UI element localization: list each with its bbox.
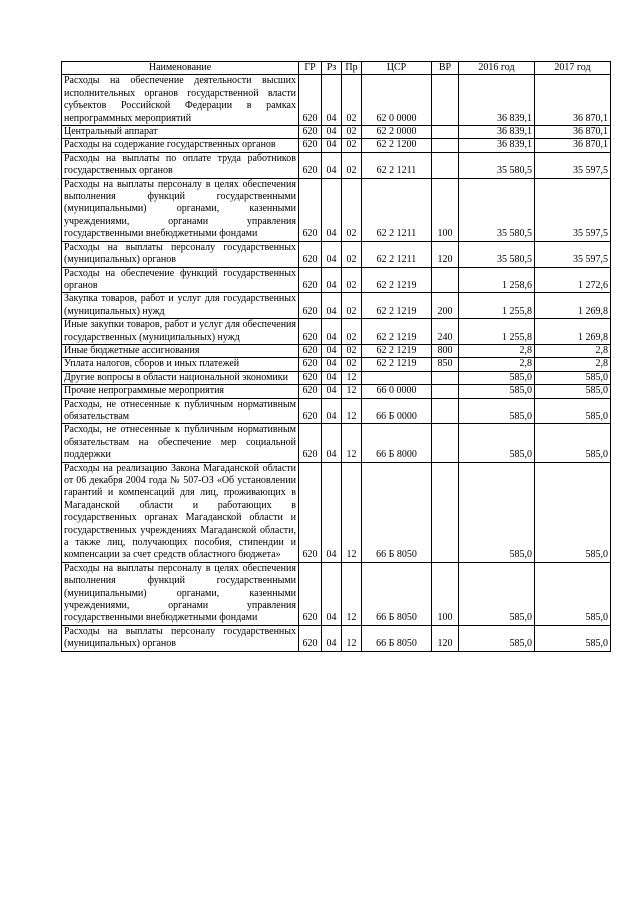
row-2017-cell: 585,0 [535, 371, 611, 384]
row-vr-cell: 100 [432, 178, 459, 241]
row-vr-cell [432, 126, 459, 139]
row-rz-cell: 04 [322, 398, 342, 424]
row-csr-cell: 62 2 1200 [362, 139, 432, 152]
row-2016-cell: 585,0 [459, 562, 535, 625]
row-name-cell: Расходы на содержание государственных органов [62, 139, 299, 152]
row-csr-cell: 66 Б 8050 [362, 625, 432, 651]
row-vr-cell [432, 152, 459, 178]
row-csr-cell: 66 Б 8000 [362, 424, 432, 462]
row-pr-cell: 02 [342, 75, 362, 126]
row-pr-cell: 12 [342, 424, 362, 462]
row-csr-cell: 66 Б 0000 [362, 398, 432, 424]
table-row [62, 462, 611, 562]
row-2017-cell: 585,0 [535, 385, 611, 398]
row-pr-cell: 02 [342, 126, 362, 139]
table-row [62, 267, 611, 293]
row-gr-cell: 620 [299, 178, 322, 241]
table-row [62, 126, 611, 139]
row-2016-cell: 2,8 [459, 344, 535, 357]
row-vr-cell: 850 [432, 358, 459, 371]
row-rz-cell: 04 [322, 344, 342, 357]
row-csr-cell: 62 2 1219 [362, 293, 432, 319]
row-name-cell: Центральный аппарат [62, 126, 299, 139]
row-name-cell: Расходы на выплаты персоналу в целях обеспечения выполнения функций государственными (муниципальными) органами, казенными учреждениями, органами управления государственными внебюджетными фондами [62, 562, 299, 625]
row-2017-cell: 2,8 [535, 344, 611, 357]
row-csr-cell: 66 0 0000 [362, 385, 432, 398]
row-rz-cell: 04 [322, 625, 342, 651]
row-2016-cell: 2,8 [459, 358, 535, 371]
row-gr-cell: 620 [299, 462, 322, 562]
row-gr-cell: 620 [299, 152, 322, 178]
row-name-cell: Уплата налогов, сборов и иных платежей [62, 358, 299, 371]
row-gr-cell: 620 [299, 625, 322, 651]
row-gr-cell: 620 [299, 75, 322, 126]
row-vr-cell [432, 398, 459, 424]
row-name-cell: Расходы на выплаты персоналу государственных (муниципальных) органов [62, 625, 299, 651]
row-2017-cell: 35 597,5 [535, 152, 611, 178]
row-gr-cell: 620 [299, 358, 322, 371]
row-rz-cell: 04 [322, 75, 342, 126]
row-rz-cell: 04 [322, 319, 342, 345]
header-csr: ЦСР [362, 62, 432, 75]
row-vr-cell: 240 [432, 319, 459, 345]
row-vr-cell [432, 462, 459, 562]
row-vr-cell [432, 424, 459, 462]
row-csr-cell: 62 2 1211 [362, 178, 432, 241]
row-2017-cell: 1 269,8 [535, 319, 611, 345]
row-pr-cell: 12 [342, 385, 362, 398]
row-2016-cell: 585,0 [459, 398, 535, 424]
table-row [62, 319, 611, 345]
row-2017-cell: 1 269,8 [535, 293, 611, 319]
row-name-cell: Расходы на обеспечение функций государственных органов [62, 267, 299, 293]
row-2016-cell: 585,0 [459, 424, 535, 462]
row-csr-cell: 66 Б 8050 [362, 462, 432, 562]
row-gr-cell: 620 [299, 385, 322, 398]
row-rz-cell: 04 [322, 424, 342, 462]
row-vr-cell [432, 385, 459, 398]
row-csr-cell [362, 371, 432, 384]
row-vr-cell [432, 139, 459, 152]
row-2017-cell: 585,0 [535, 424, 611, 462]
header-rz: Рз [322, 62, 342, 75]
row-gr-cell: 620 [299, 139, 322, 152]
table-row [62, 385, 611, 398]
row-pr-cell: 02 [342, 178, 362, 241]
row-2017-cell: 36 870,1 [535, 126, 611, 139]
row-2017-cell: 585,0 [535, 398, 611, 424]
row-gr-cell: 620 [299, 371, 322, 384]
row-2017-cell: 2,8 [535, 358, 611, 371]
row-gr-cell: 620 [299, 398, 322, 424]
row-csr-cell: 62 0 0000 [362, 75, 432, 126]
row-2017-cell: 585,0 [535, 625, 611, 651]
table-row [62, 562, 611, 625]
row-name-cell: Другие вопросы в области национальной экономики [62, 371, 299, 384]
row-rz-cell: 04 [322, 358, 342, 371]
table-row [62, 293, 611, 319]
row-csr-cell: 62 2 1219 [362, 319, 432, 345]
row-2017-cell: 36 870,1 [535, 139, 611, 152]
row-2016-cell: 585,0 [459, 462, 535, 562]
row-name-cell: Расходы, не отнесенные к публичным нормативным обязательствам [62, 398, 299, 424]
row-rz-cell: 04 [322, 126, 342, 139]
row-csr-cell: 62 2 1219 [362, 344, 432, 357]
row-2016-cell: 1 255,8 [459, 293, 535, 319]
row-2017-cell: 585,0 [535, 562, 611, 625]
row-2017-cell: 35 597,5 [535, 241, 611, 267]
row-2016-cell: 585,0 [459, 625, 535, 651]
row-pr-cell: 02 [342, 344, 362, 357]
row-rz-cell: 04 [322, 562, 342, 625]
row-2016-cell: 585,0 [459, 385, 535, 398]
row-gr-cell: 620 [299, 344, 322, 357]
row-2017-cell: 35 597,5 [535, 178, 611, 241]
row-2016-cell: 35 580,5 [459, 152, 535, 178]
row-2016-cell: 36 839,1 [459, 139, 535, 152]
header-vr: ВР [432, 62, 459, 75]
row-pr-cell: 12 [342, 371, 362, 384]
row-name-cell: Иные бюджетные ассигнования [62, 344, 299, 357]
header-2017: 2017 год [535, 62, 611, 75]
document-page [61, 61, 610, 652]
table-row [62, 344, 611, 357]
row-vr-cell [432, 371, 459, 384]
row-vr-cell: 120 [432, 625, 459, 651]
row-pr-cell: 02 [342, 241, 362, 267]
row-2017-cell: 1 272,6 [535, 267, 611, 293]
table-row [62, 371, 611, 384]
row-gr-cell: 620 [299, 319, 322, 345]
row-name-cell: Расходы на выплаты по оплате труда работников государственных органов [62, 152, 299, 178]
table-row [62, 424, 611, 462]
row-rz-cell: 04 [322, 139, 342, 152]
row-2016-cell: 36 839,1 [459, 126, 535, 139]
row-rz-cell: 04 [322, 241, 342, 267]
row-pr-cell: 12 [342, 562, 362, 625]
row-pr-cell: 02 [342, 319, 362, 345]
table-row [62, 398, 611, 424]
table-row [62, 139, 611, 152]
row-gr-cell: 620 [299, 293, 322, 319]
row-2017-cell: 585,0 [535, 462, 611, 562]
table-row [62, 75, 611, 126]
row-rz-cell: 04 [322, 293, 342, 319]
row-2016-cell: 36 839,1 [459, 75, 535, 126]
row-gr-cell: 620 [299, 424, 322, 462]
row-vr-cell [432, 267, 459, 293]
row-csr-cell: 62 2 1211 [362, 152, 432, 178]
header-name: Наименование [62, 62, 299, 75]
table-row [62, 358, 611, 371]
row-vr-cell: 100 [432, 562, 459, 625]
row-gr-cell: 620 [299, 126, 322, 139]
row-pr-cell: 02 [342, 358, 362, 371]
row-name-cell: Расходы на выплаты персоналу государственных (муниципальных) органов [62, 241, 299, 267]
row-2016-cell: 585,0 [459, 371, 535, 384]
budget-table [61, 61, 611, 652]
row-pr-cell: 02 [342, 267, 362, 293]
row-name-cell: Расходы на выплаты персоналу в целях обеспечения выполнения функций государственными (муниципальными) органами, казенными учреждениями, органами управления государственными внебюджетными фондами [62, 178, 299, 241]
row-pr-cell: 12 [342, 398, 362, 424]
row-vr-cell [432, 75, 459, 126]
table-row [62, 152, 611, 178]
header-2016: 2016 год [459, 62, 535, 75]
header-gr: ГР [299, 62, 322, 75]
row-pr-cell: 02 [342, 152, 362, 178]
row-name-cell: Иные закупки товаров, работ и услуг для обеспечения государственных (муниципальных) нужд [62, 319, 299, 345]
row-csr-cell: 62 2 1211 [362, 241, 432, 267]
row-2017-cell: 36 870,1 [535, 75, 611, 126]
row-rz-cell: 04 [322, 462, 342, 562]
row-pr-cell: 12 [342, 462, 362, 562]
row-2016-cell: 35 580,5 [459, 178, 535, 241]
row-pr-cell: 02 [342, 293, 362, 319]
row-gr-cell: 620 [299, 562, 322, 625]
table-row [62, 178, 611, 241]
row-rz-cell: 04 [322, 178, 342, 241]
row-gr-cell: 620 [299, 267, 322, 293]
table-header-row [62, 62, 611, 75]
row-csr-cell: 62 2 1219 [362, 358, 432, 371]
row-csr-cell: 66 Б 8050 [362, 562, 432, 625]
row-vr-cell: 200 [432, 293, 459, 319]
table-body [62, 75, 611, 651]
row-rz-cell: 04 [322, 371, 342, 384]
row-2016-cell: 1 258,6 [459, 267, 535, 293]
row-csr-cell: 62 2 1219 [362, 267, 432, 293]
table-row [62, 241, 611, 267]
row-name-cell: Расходы на обеспечение деятельности высших исполнительных органов государственной власти субъектов Российской Федерации в рамках непрограммных мероприятий [62, 75, 299, 126]
row-name-cell: Расходы, не отнесенные к публичным нормативным обязательствам на обеспечение мер социальной поддержки [62, 424, 299, 462]
row-csr-cell: 62 2 0000 [362, 126, 432, 139]
row-vr-cell: 800 [432, 344, 459, 357]
row-rz-cell: 04 [322, 152, 342, 178]
row-name-cell: Закупка товаров, работ и услуг для государственных (муниципальных) нужд [62, 293, 299, 319]
header-pr: Пр [342, 62, 362, 75]
row-pr-cell: 12 [342, 625, 362, 651]
row-rz-cell: 04 [322, 267, 342, 293]
row-2016-cell: 1 255,8 [459, 319, 535, 345]
row-2016-cell: 35 580,5 [459, 241, 535, 267]
row-vr-cell: 120 [432, 241, 459, 267]
row-pr-cell: 02 [342, 139, 362, 152]
row-name-cell: Прочие непрограммные мероприятия [62, 385, 299, 398]
table-row [62, 625, 611, 651]
row-name-cell: Расходы на реализацию Закона Магаданской области от 06 декабря 2004 года № 507-ОЗ «Об установлении гарантий и компенсаций для лиц, проживающих в Магаданской области и работающих в государственных органах Магаданской области и государственных учреждениях Магаданской области, а также лиц, получающих пособия, стипендии и компенсации за счет средств областного бюджета» [62, 462, 299, 562]
row-gr-cell: 620 [299, 241, 322, 267]
row-rz-cell: 04 [322, 385, 342, 398]
